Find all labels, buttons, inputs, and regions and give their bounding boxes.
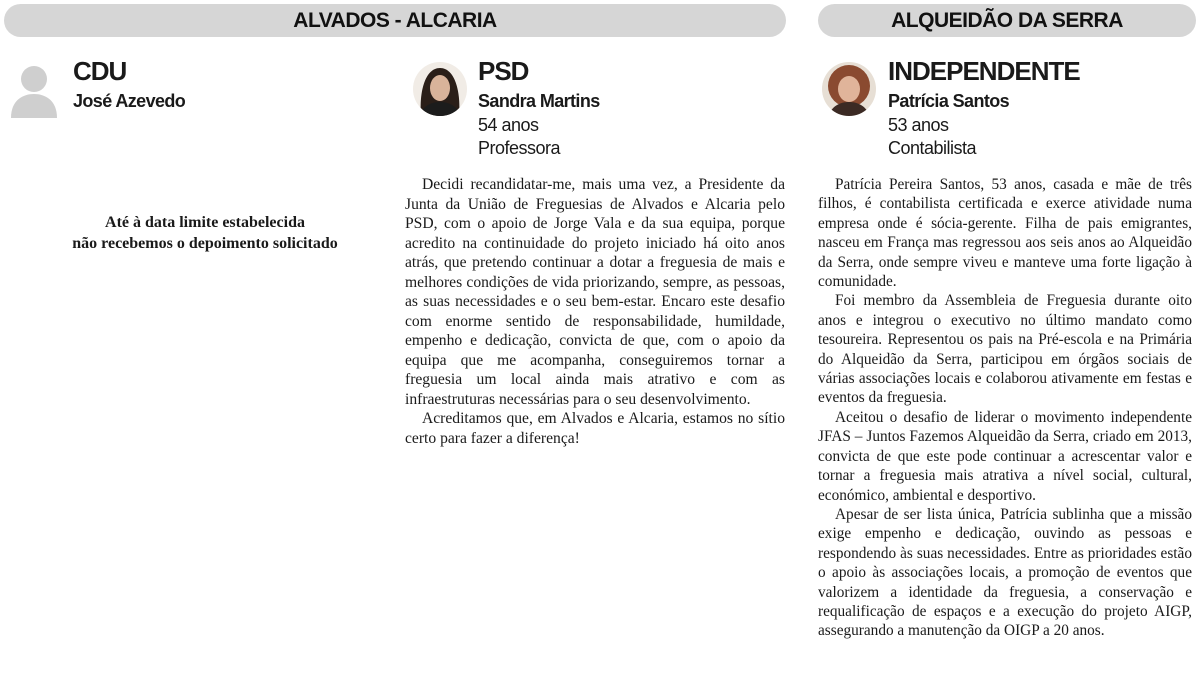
statement-paragraph: Patrícia Pereira Santos, 53 anos, casada e mãe de três filhos, é contabilista certificada e exerce atividade numa empresa onde é sócia-gerente. Filha de pais emigrantes, nasceu em França mas regressou aos seis anos ao Alqueidão da Serra, onde sempre viveu e manteve uma forte ligação à comunidade. bbox=[818, 176, 1192, 291]
statement-paragraph: Foi membro da Assembleia de Freguesia durante oito anos e integrou o executivo no último mandato como tesoureira. Representou os pais na Pré-escola e na Primária do Alqueidão da Serra, participou em órgãos sociais de várias associações locais e colaborou ativamente em festas e eventos da freguesia. bbox=[818, 292, 1192, 407]
candidate-profession: Professora bbox=[478, 138, 561, 158]
party-name: CDU bbox=[73, 56, 127, 86]
statement-paragraph: Aceitou o desafio de liderar o movimento independente JFAS – Juntos Fazemos Alqueidão da Serra, criado em 2013, convicta de que este pode continuar a acrescentar valor e tornar a freguesia mais atrativa a nível social, cultural, económico, ambiental e desportivo. bbox=[818, 408, 1192, 504]
candidate-photo bbox=[822, 62, 876, 116]
candidate-photo bbox=[413, 62, 467, 116]
notice-line: Até à data limite estabelecida bbox=[105, 214, 305, 231]
candidate-name: José Azevedo bbox=[73, 91, 186, 111]
section-banner-alvados-alcaria: ALVADOS - ALCARIA bbox=[4, 4, 786, 37]
candidate-age: 54 anos bbox=[478, 115, 539, 135]
statement-paragraph: Acreditamos que, em Alvados e Alcaria, estamos no sítio certo para fazer a diferença! bbox=[405, 410, 785, 447]
person-placeholder-icon bbox=[11, 62, 57, 122]
notice-line: não recebemos o depoimento solicitado bbox=[72, 235, 338, 252]
statement-paragraph: Decidi recandidatar-me, mais uma vez, a Presidente da Junta da União de Freguesias de Alvados e Alcaria pelo PSD, com o apoio de Jorge Vala e da sua equipa, porque acredito na continuidade do projeto iniciado há oito anos atrás, que pretendo continuar a dotar a freguesia de mais e melhores condições de vida priorizando, sempre, as pessoas, as suas necessidades e o seu bem-estar. Encaro este desafio com enorme sentido de responsabilidade, humildade, empenho e dedicação, convicta de que, com o apoio da equipa que me acompanha, conseguiremos tornar a freguesia um local ainda mais atrativo e com as infraestruturas necessárias para o seu desenvolvimento. bbox=[405, 176, 785, 408]
candidate-statement bbox=[818, 175, 1192, 641]
candidate-statement bbox=[405, 175, 785, 448]
candidate-profession: Contabilista bbox=[888, 138, 977, 158]
missing-statement-notice bbox=[20, 212, 390, 254]
candidate-name: Patrícia Santos bbox=[888, 91, 1010, 111]
party-name: PSD bbox=[478, 56, 529, 86]
section-banner-alqueidao-serra: ALQUEIDÃO DA SERRA bbox=[818, 4, 1196, 37]
statement-paragraph: Apesar de ser lista única, Patrícia sublinha que a missão exige empenho e dedicação, ouvindo as pessoas e respondendo às suas necessidades. Entre as prioridades estão o apoio às associações locais, a promoção de eventos que valorizem a identidade da freguesia, a conservação e requalificação de espaços e a execução do projeto AIGP, assegurando a manutenção da OIGP a 20 anos. bbox=[818, 505, 1192, 640]
candidate-age: 53 anos bbox=[888, 115, 949, 135]
party-name: INDEPENDENTE bbox=[888, 56, 1080, 86]
candidate-name: Sandra Martins bbox=[478, 91, 600, 111]
